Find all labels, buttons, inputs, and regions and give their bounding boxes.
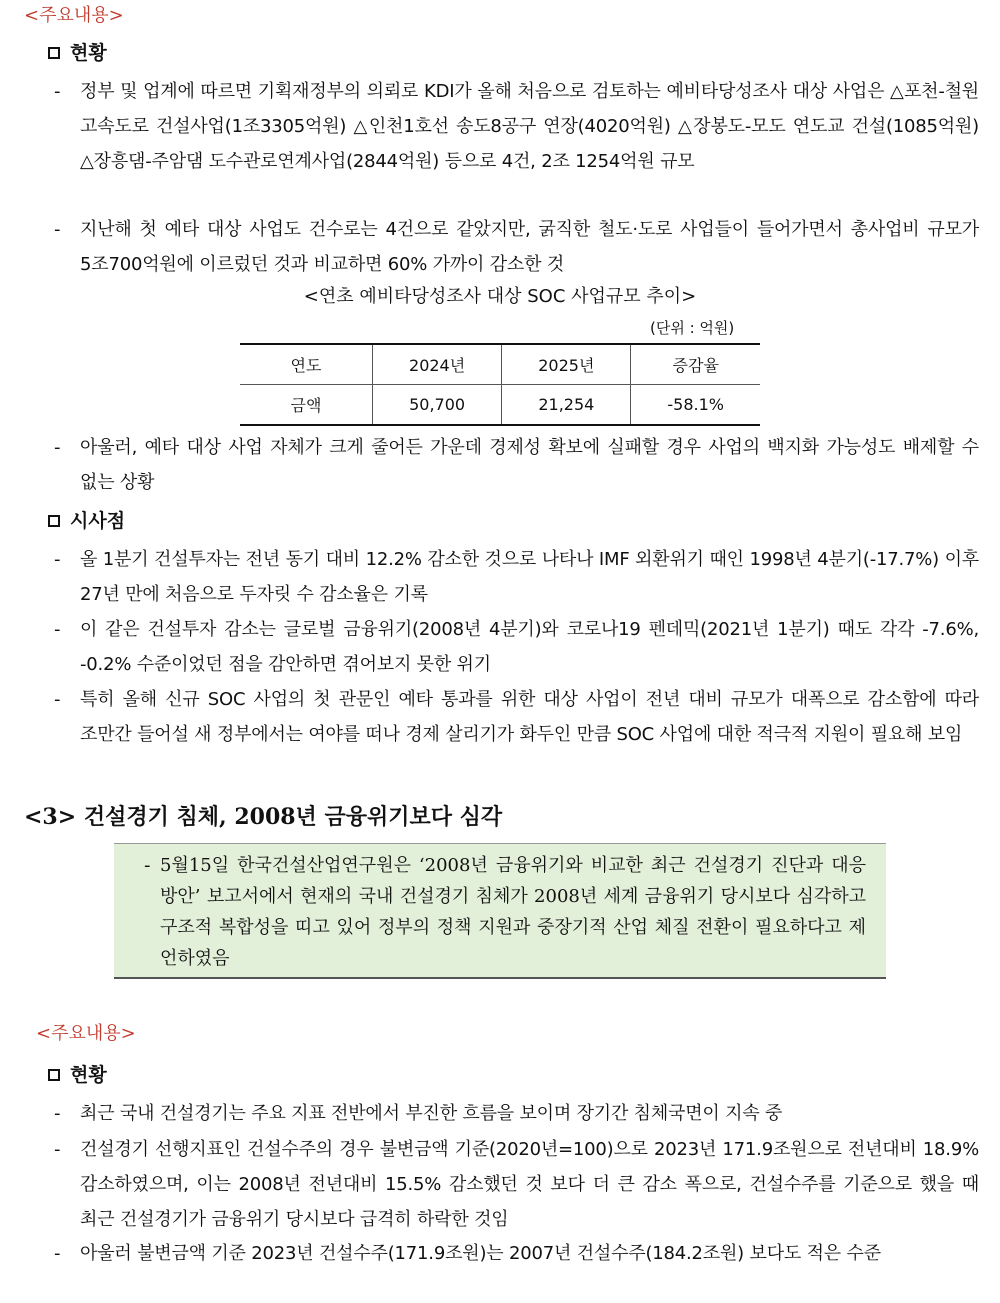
bullet-item <box>54 542 979 612</box>
soc-table <box>240 343 760 426</box>
bullet-text: 특히 올해 신규 SOC 사업의 첫 관문인 예타 통과를 위한 대상 사업이 전년 대비 규모가 대폭으로 감소함에 따라 조만간 들어설 새 정부에서는 여야를 떠나 경제 살리기가 화두인 만큼 SOC 사업에 대한 적극적 지원이 필요해 보임 <box>80 689 979 745</box>
status-heading <box>48 1062 107 1088</box>
checkbox-square-icon <box>48 515 60 527</box>
dash-icon: - <box>54 549 61 570</box>
bullet-text: 아울러 불변금액 기준 2023년 건설수주(171.9조원)는 2007년 건설수주(184.2조원) 보다도 적은 수준 <box>80 1243 881 1264</box>
bullet-item <box>54 212 979 282</box>
table-caption: <연초 예비타당성조사 대상 SOC 사업규모 추이> <box>303 286 697 307</box>
bullet-item <box>54 682 979 752</box>
table-header-cell: 2025년 <box>502 344 631 385</box>
dash-icon: - <box>54 1103 61 1124</box>
bullet-item <box>54 1132 979 1237</box>
table-header-cell: 2024년 <box>373 344 502 385</box>
table-cell: -58.1% <box>631 385 760 426</box>
bullet-item <box>54 74 979 179</box>
implication-heading <box>48 508 125 534</box>
bullet-item <box>54 430 979 500</box>
bullet-text: 올 1분기 건설투자는 전년 동기 대비 12.2% 감소한 것으로 나타나 IMF 외환위기 때인 1998년 4분기(-17.7%) 이후 27년 만에 처음으로 두자릿 수 감소율은 기록 <box>80 549 979 605</box>
bullet-text: 건설경기 선행지표인 건설수주의 경우 불변금액 기준(2020년=100)으로 2023년 171.9조원으로 전년대비 18.9% 감소하였으며, 이는 2008년 전년대비 15.5% 감소했던 것 보다 더 큰 감소 폭으로, 건설수주를 기준으로 했을 때 최근 건설경기가 금융위기 당시보다 급격히 하락한 것임 <box>80 1139 979 1230</box>
dash-icon: - <box>144 855 151 876</box>
table-cell: 21,254 <box>502 385 631 426</box>
bullet-item <box>54 1236 979 1271</box>
dash-icon: - <box>54 81 61 102</box>
table-header-cell: 증감율 <box>631 344 760 385</box>
dash-icon: - <box>54 219 61 240</box>
table-row <box>240 385 760 426</box>
dash-icon: - <box>54 619 61 640</box>
implication-heading-text: 시사점 <box>70 510 126 532</box>
bullet-item <box>54 612 979 682</box>
section-label: <주요내용> <box>24 5 124 26</box>
checkbox-square-icon <box>48 1069 60 1081</box>
summary-text: 5월15일 한국건설산업연구원은 ‘2008년 금융위기와 비교한 최근 건설경기 진단과 대응 방안’ 보고서에서 현재의 국내 건설경기 침체가 2008년 세계 금융위기 당시보다 심각하고 구조적 복합성을 띠고 있어 정부의 정책 지원과 중장기적 산업 체질 전환이 필요하다고 제언하였음 <box>160 855 866 969</box>
bullet-text: 아울러, 예타 대상 사업 자체가 크게 줄어든 가운데 경제성 확보에 실패할 경우 사업의 백지화 가능성도 배제할 수 없는 상황 <box>80 437 979 493</box>
summary-box <box>114 843 886 979</box>
table-header-cell: 연도 <box>240 344 373 385</box>
bullet-text: 이 같은 건설투자 감소는 글로벌 금융위기(2008년 4분기)와 코로나19 펜데믹(2021년 1분기) 때도 각각 -7.6%, -0.2% 수준이었던 점을 감안하면 겪어보지 못한 위기 <box>80 619 979 675</box>
status-heading <box>48 40 107 66</box>
table-header-row <box>240 344 760 385</box>
bullet-item <box>54 1096 979 1131</box>
status-heading-text: 현황 <box>70 42 107 64</box>
dash-icon: - <box>54 689 61 710</box>
bullet-text: 정부 및 업계에 따르면 기획재정부의 의뢰로 KDI가 올해 처음으로 검토하는 예비타당성조사 대상 사업은 △포천-철원 고속도로 건설사업(1조3305억원) △인천1호선 송도8공구 연장(4020억원) △장봉도-모도 연도교 건설(1085억원) △장흥댐-주암댐 도수관로연계사업(2844억원) 등으로 4건, 2조 1254억원 규모 <box>80 81 979 172</box>
section-label: <주요내용> <box>36 1023 136 1044</box>
table-cell: 금액 <box>240 385 373 426</box>
status-heading-text: 현황 <box>70 1064 107 1086</box>
bullet-text: 최근 국내 건설경기는 주요 지표 전반에서 부진한 흐름을 보이며 장기간 침체국면이 지속 중 <box>80 1103 783 1124</box>
dash-icon: - <box>54 437 61 458</box>
bullet-text: 지난해 첫 예타 대상 사업도 건수로는 4건으로 같았지만, 굵직한 철도·도로 사업들이 들어가면서 총사업비 규모가 5조700억원에 이르렀던 것과 비교하면 60% 가까이 감소한 것 <box>80 219 979 275</box>
table-cell: 50,700 <box>373 385 502 426</box>
section-title: <3> 건설경기 침체, 2008년 금융위기보다 심각 <box>24 804 503 830</box>
dash-icon: - <box>54 1243 61 1264</box>
dash-icon: - <box>54 1139 61 1160</box>
checkbox-square-icon <box>48 47 60 59</box>
table-unit: (단위 : 억원) <box>650 319 735 337</box>
